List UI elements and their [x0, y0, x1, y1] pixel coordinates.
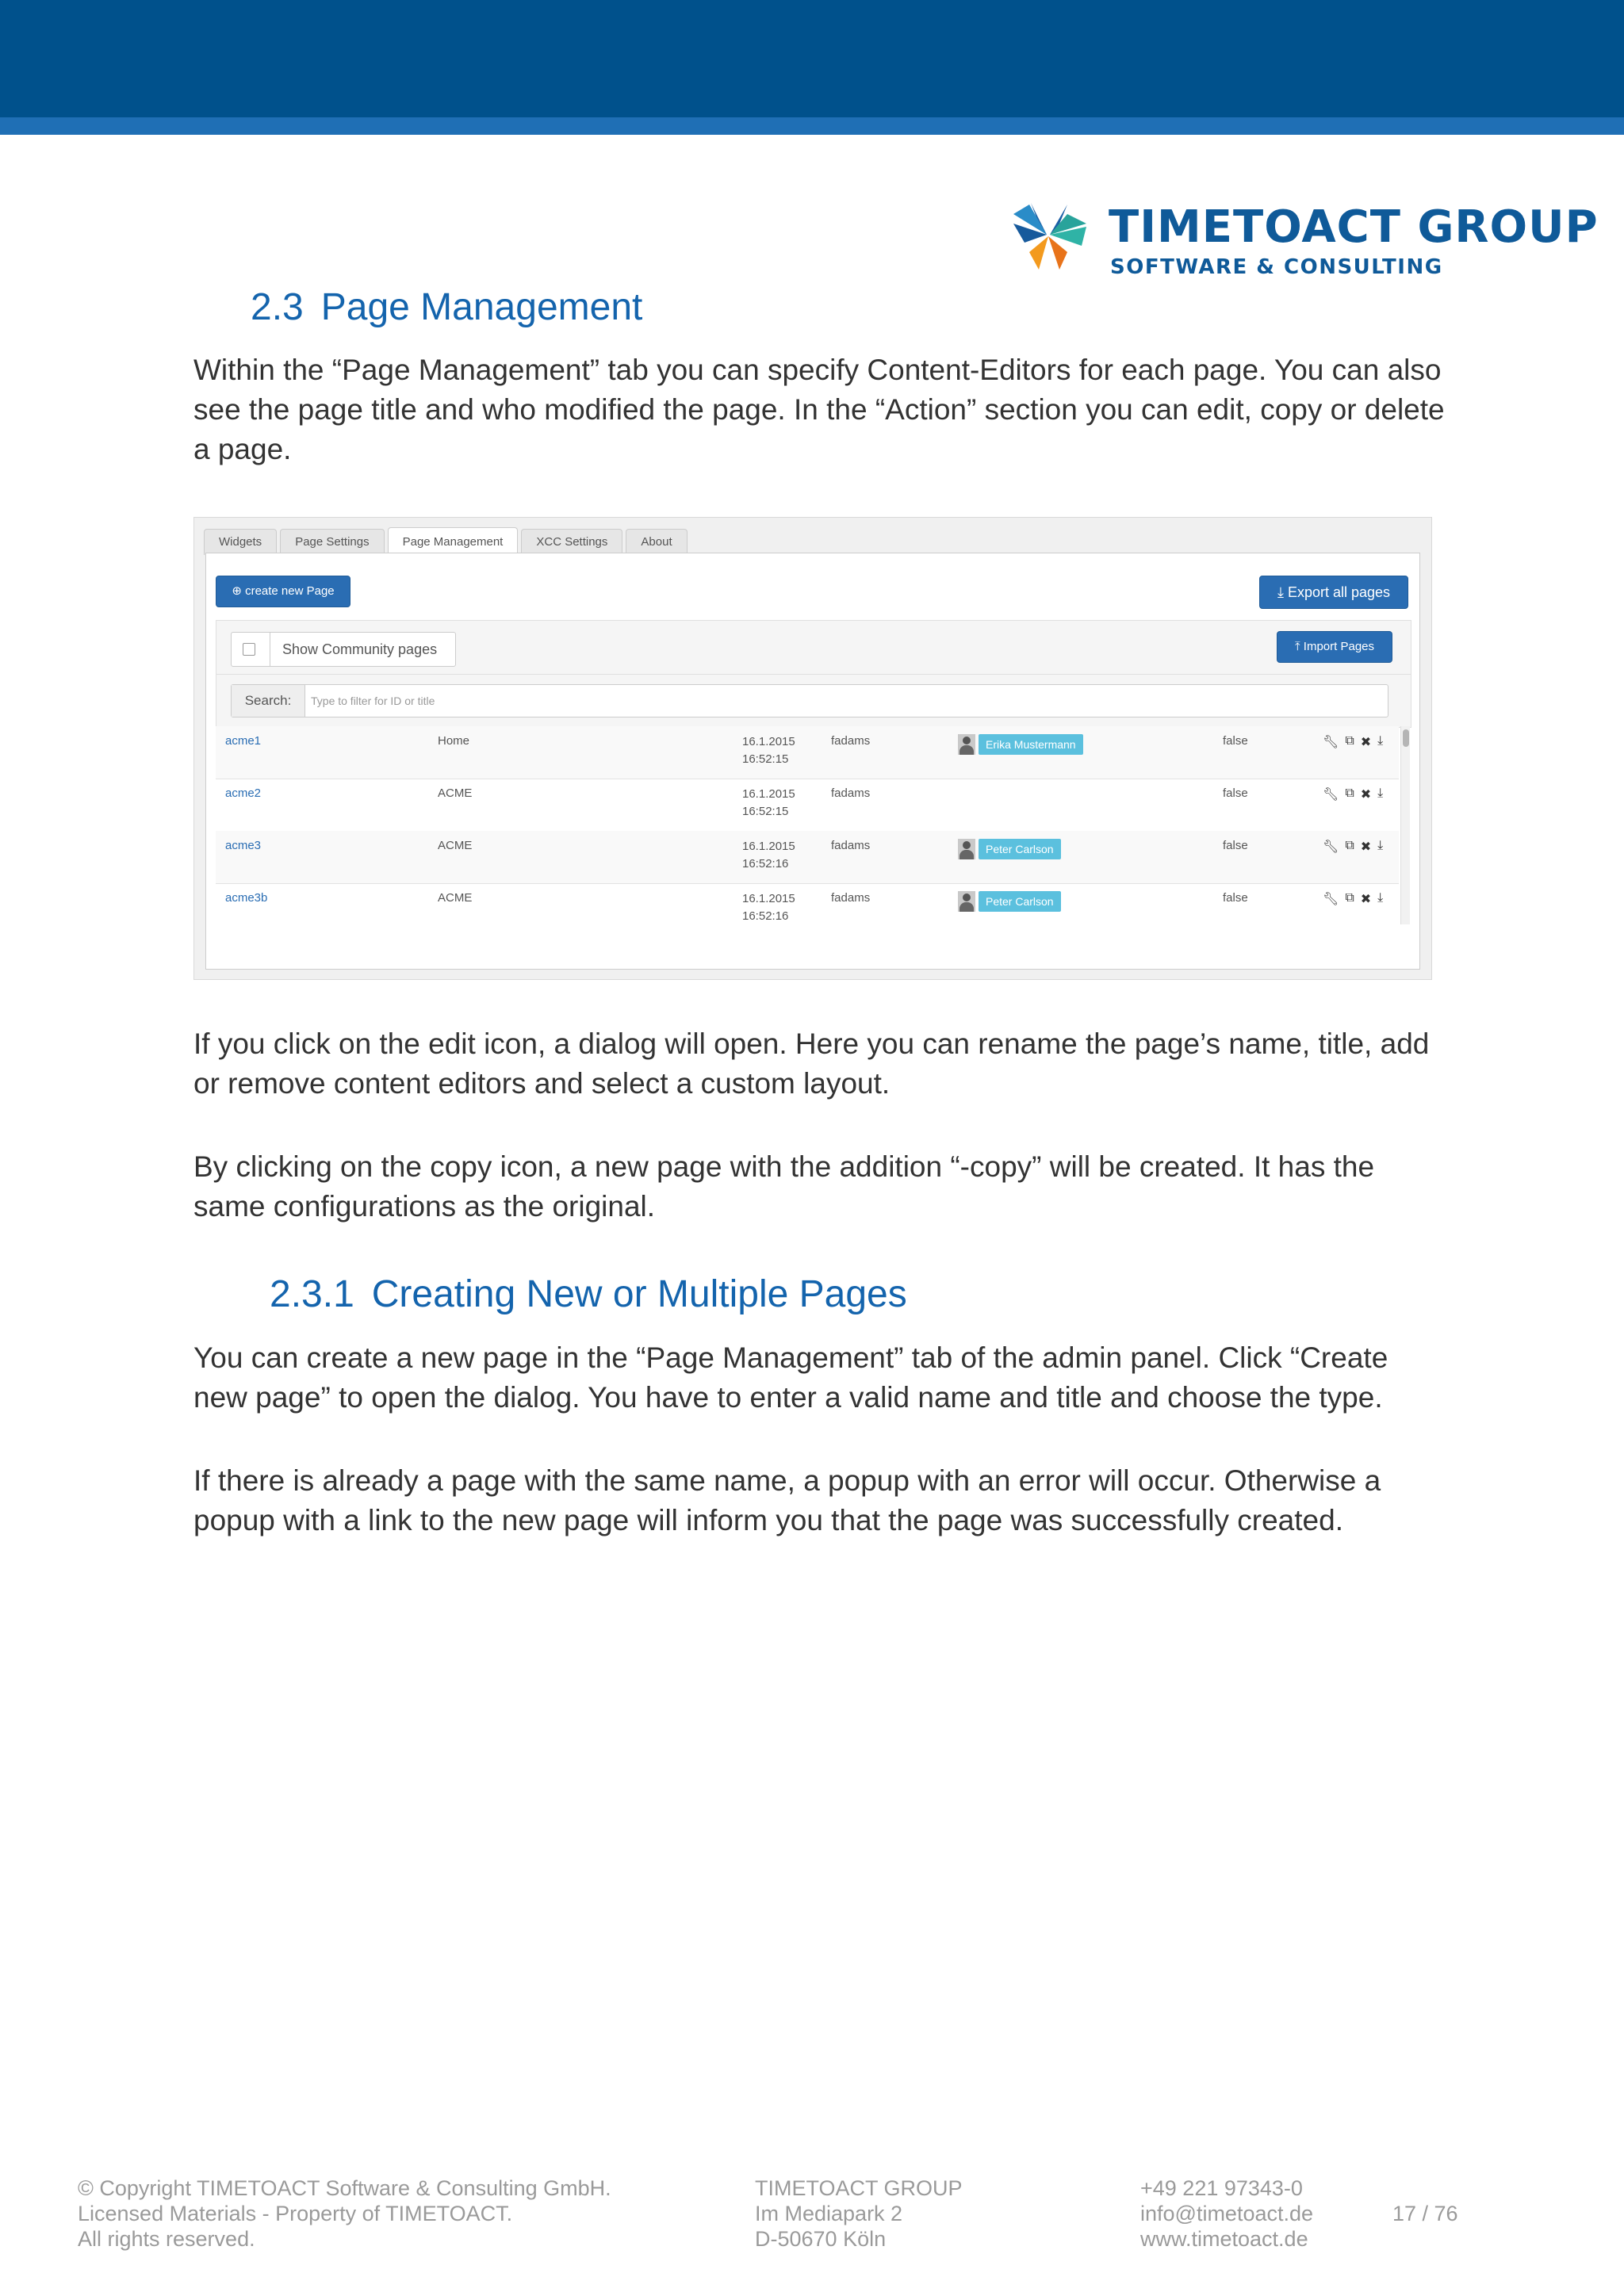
- delete-icon[interactable]: ✖: [1360, 840, 1372, 854]
- action-cell: [1323, 734, 1383, 750]
- download-icon: ⤓: [1277, 584, 1288, 600]
- modified-date: 16.1.2015: [742, 840, 795, 853]
- modified-by-cell: fadams: [831, 734, 871, 748]
- editor-tag[interactable]: Erika Mustermann: [979, 734, 1083, 755]
- avatar: [958, 734, 975, 755]
- search-label: Search:: [232, 685, 305, 717]
- page-management-panel: [205, 553, 1420, 970]
- table-row: [216, 883, 1399, 924]
- editor-tag[interactable]: Peter Carlson: [979, 839, 1061, 859]
- import-pages-label: Import Pages: [1303, 640, 1375, 653]
- header-bar: [0, 0, 1624, 117]
- logo-tagline: SOFTWARE & CONSULTING: [1110, 255, 1443, 279]
- community-checkbox[interactable]: [243, 643, 255, 656]
- logo-name: TIMETOACT GROUP: [1109, 201, 1599, 253]
- filter-bar: [216, 620, 1411, 675]
- content-editors-cell: [958, 734, 1083, 755]
- content-editors-cell: [958, 891, 1061, 912]
- page-title-cell: ACME: [438, 786, 473, 800]
- modified-time: 16:52:16: [742, 909, 789, 923]
- action-cell: [1323, 786, 1383, 802]
- wrench-icon[interactable]: 🔧︎: [1323, 893, 1339, 906]
- admin-screenshot: [193, 517, 1432, 980]
- community-label: Show Community pages: [282, 641, 438, 657]
- result-paragraph: If there is already a page with the same name, a popup with an error will occur. Otherwise a popup with a link to the new page will inform you that the page was successfully created.: [193, 1464, 1381, 1536]
- wrench-icon[interactable]: 🔧︎: [1323, 840, 1339, 854]
- export-pages-button[interactable]: [1259, 576, 1408, 609]
- search-input[interactable]: Type to filter for ID or title: [311, 695, 435, 707]
- footer-line: Im Mediapark 2: [755, 2202, 903, 2225]
- modified-date: 16.1.2015: [742, 735, 795, 748]
- section-heading: [251, 285, 642, 329]
- modified-by-cell: fadams: [831, 839, 871, 852]
- subsection-heading: [270, 1272, 907, 1316]
- footer-line: All rights reserved.: [78, 2227, 255, 2251]
- community-flag-cell: false: [1223, 786, 1248, 800]
- wrench-icon[interactable]: 🔧︎: [1323, 736, 1339, 749]
- pages-table: [216, 726, 1410, 924]
- page-id-link[interactable]: acme1: [225, 734, 262, 748]
- copy-icon[interactable]: ⧉: [1345, 839, 1354, 852]
- modified-date: 16.1.2015: [742, 892, 795, 905]
- page-title-cell: Home: [438, 734, 470, 748]
- action-cell: [1323, 839, 1383, 855]
- copy-paragraph: By clicking on the copy icon, a new page with the addition “-copy” will be created. It has the same configurations as the original.: [193, 1150, 1375, 1223]
- modified-cell: [742, 838, 795, 873]
- footer-line: © Copyright TIMETOACT Software & Consulting GmbH.: [78, 2176, 611, 2200]
- section-number: 2.3: [251, 286, 304, 328]
- footer-email[interactable]: info@timetoact.de: [1140, 2202, 1314, 2225]
- create-page-label: create new Page: [245, 584, 335, 598]
- page-title-cell: ACME: [438, 891, 473, 905]
- modified-cell: [742, 786, 795, 821]
- modified-cell: [742, 890, 795, 924]
- download-icon[interactable]: ⤓: [1377, 734, 1384, 748]
- content-editors-cell: [958, 839, 1061, 859]
- page-id-link[interactable]: acme3b: [225, 891, 268, 905]
- table-row: [216, 726, 1399, 779]
- logo-mark-icon: [1007, 200, 1090, 271]
- footer-line: TIMETOACT GROUP: [755, 2176, 963, 2200]
- delete-icon[interactable]: ✖: [1360, 736, 1372, 749]
- company-logo: [1007, 200, 1599, 279]
- modified-time: 16:52:15: [742, 805, 789, 818]
- tab-about[interactable]: About: [626, 529, 687, 555]
- footer-address: [755, 2175, 963, 2252]
- subsection-number: 2.3.1: [270, 1273, 354, 1315]
- admin-tabs: [204, 524, 688, 556]
- import-pages-button[interactable]: [1277, 631, 1392, 663]
- modified-by-cell: fadams: [831, 786, 871, 800]
- delete-icon[interactable]: ✖: [1360, 788, 1372, 802]
- tab-page-settings[interactable]: Page Settings: [280, 529, 384, 555]
- download-icon[interactable]: ⤓: [1377, 786, 1384, 800]
- section-title: Page Management: [320, 286, 643, 328]
- avatar: [958, 839, 975, 859]
- table-scrollbar[interactable]: [1400, 726, 1410, 924]
- table-row: [216, 831, 1399, 884]
- modified-date: 16.1.2015: [742, 787, 795, 801]
- avatar: [958, 891, 975, 912]
- copy-icon[interactable]: ⧉: [1345, 891, 1354, 905]
- tab-widgets[interactable]: Widgets: [204, 529, 277, 555]
- footer-phone: +49 221 97343-0: [1140, 2176, 1303, 2200]
- copy-icon[interactable]: ⧉: [1345, 786, 1354, 800]
- wrench-icon[interactable]: 🔧︎: [1323, 788, 1339, 802]
- page-id-link[interactable]: acme2: [225, 786, 262, 800]
- footer-website[interactable]: www.timetoact.de: [1140, 2227, 1308, 2251]
- page-id-link[interactable]: acme3: [225, 839, 262, 852]
- search-field[interactable]: [231, 684, 1388, 718]
- community-flag-cell: false: [1223, 734, 1248, 748]
- create-page-button[interactable]: [216, 576, 350, 607]
- subsection-title: Creating New or Multiple Pages: [371, 1273, 907, 1315]
- community-toggle[interactable]: [231, 632, 456, 667]
- delete-icon[interactable]: ✖: [1360, 893, 1372, 906]
- copy-icon[interactable]: ⧉: [1345, 734, 1354, 748]
- table-row: [216, 779, 1399, 832]
- plus-circle-icon: ⊕: [232, 584, 246, 598]
- create-paragraph: You can create a new page in the “Page Management” tab of the admin panel. Click “Create new page” to open the dialog. You have to enter a valid name and title and choose the type.: [193, 1341, 1388, 1414]
- modified-cell: [742, 733, 795, 768]
- edit-paragraph: If you click on the edit icon, a dialog will open. Here you can rename the page’s name, title, add or remove content editors and select a custom layout.: [193, 1027, 1430, 1100]
- modified-time: 16:52:16: [742, 857, 789, 871]
- action-cell: [1323, 891, 1383, 907]
- download-icon[interactable]: ⤓: [1377, 891, 1384, 905]
- page-number: 17 / 76: [1392, 2202, 1458, 2225]
- scrollbar-thumb[interactable]: [1403, 729, 1409, 747]
- tab-page-management[interactable]: Page Management: [388, 527, 519, 557]
- footer-contact: [1140, 2175, 1313, 2252]
- footer-line: Licensed Materials - Property of TIMETOACT.: [78, 2202, 513, 2225]
- community-flag-cell: false: [1223, 891, 1248, 905]
- editor-tag[interactable]: Peter Carlson: [979, 891, 1061, 912]
- intro-paragraph: Within the “Page Management” tab you can specify Content-Editors for each page. You can also see the page title and who modified the page. In the “Action” section you can edit, copy or delete a page.: [193, 354, 1445, 465]
- search-bar: [216, 674, 1411, 728]
- footer-copyright: [78, 2175, 611, 2252]
- header-stripe: [0, 117, 1624, 135]
- tab-xcc-settings[interactable]: XCC Settings: [521, 529, 622, 555]
- upload-icon: ⤒: [1294, 640, 1304, 653]
- page-title-cell: ACME: [438, 839, 473, 852]
- export-pages-label: Export all pages: [1287, 584, 1391, 600]
- footer-line: D-50670 Köln: [755, 2227, 887, 2251]
- modified-by-cell: fadams: [831, 891, 871, 905]
- community-flag-cell: false: [1223, 839, 1248, 852]
- download-icon[interactable]: ⤓: [1377, 839, 1384, 852]
- modified-time: 16:52:15: [742, 752, 789, 766]
